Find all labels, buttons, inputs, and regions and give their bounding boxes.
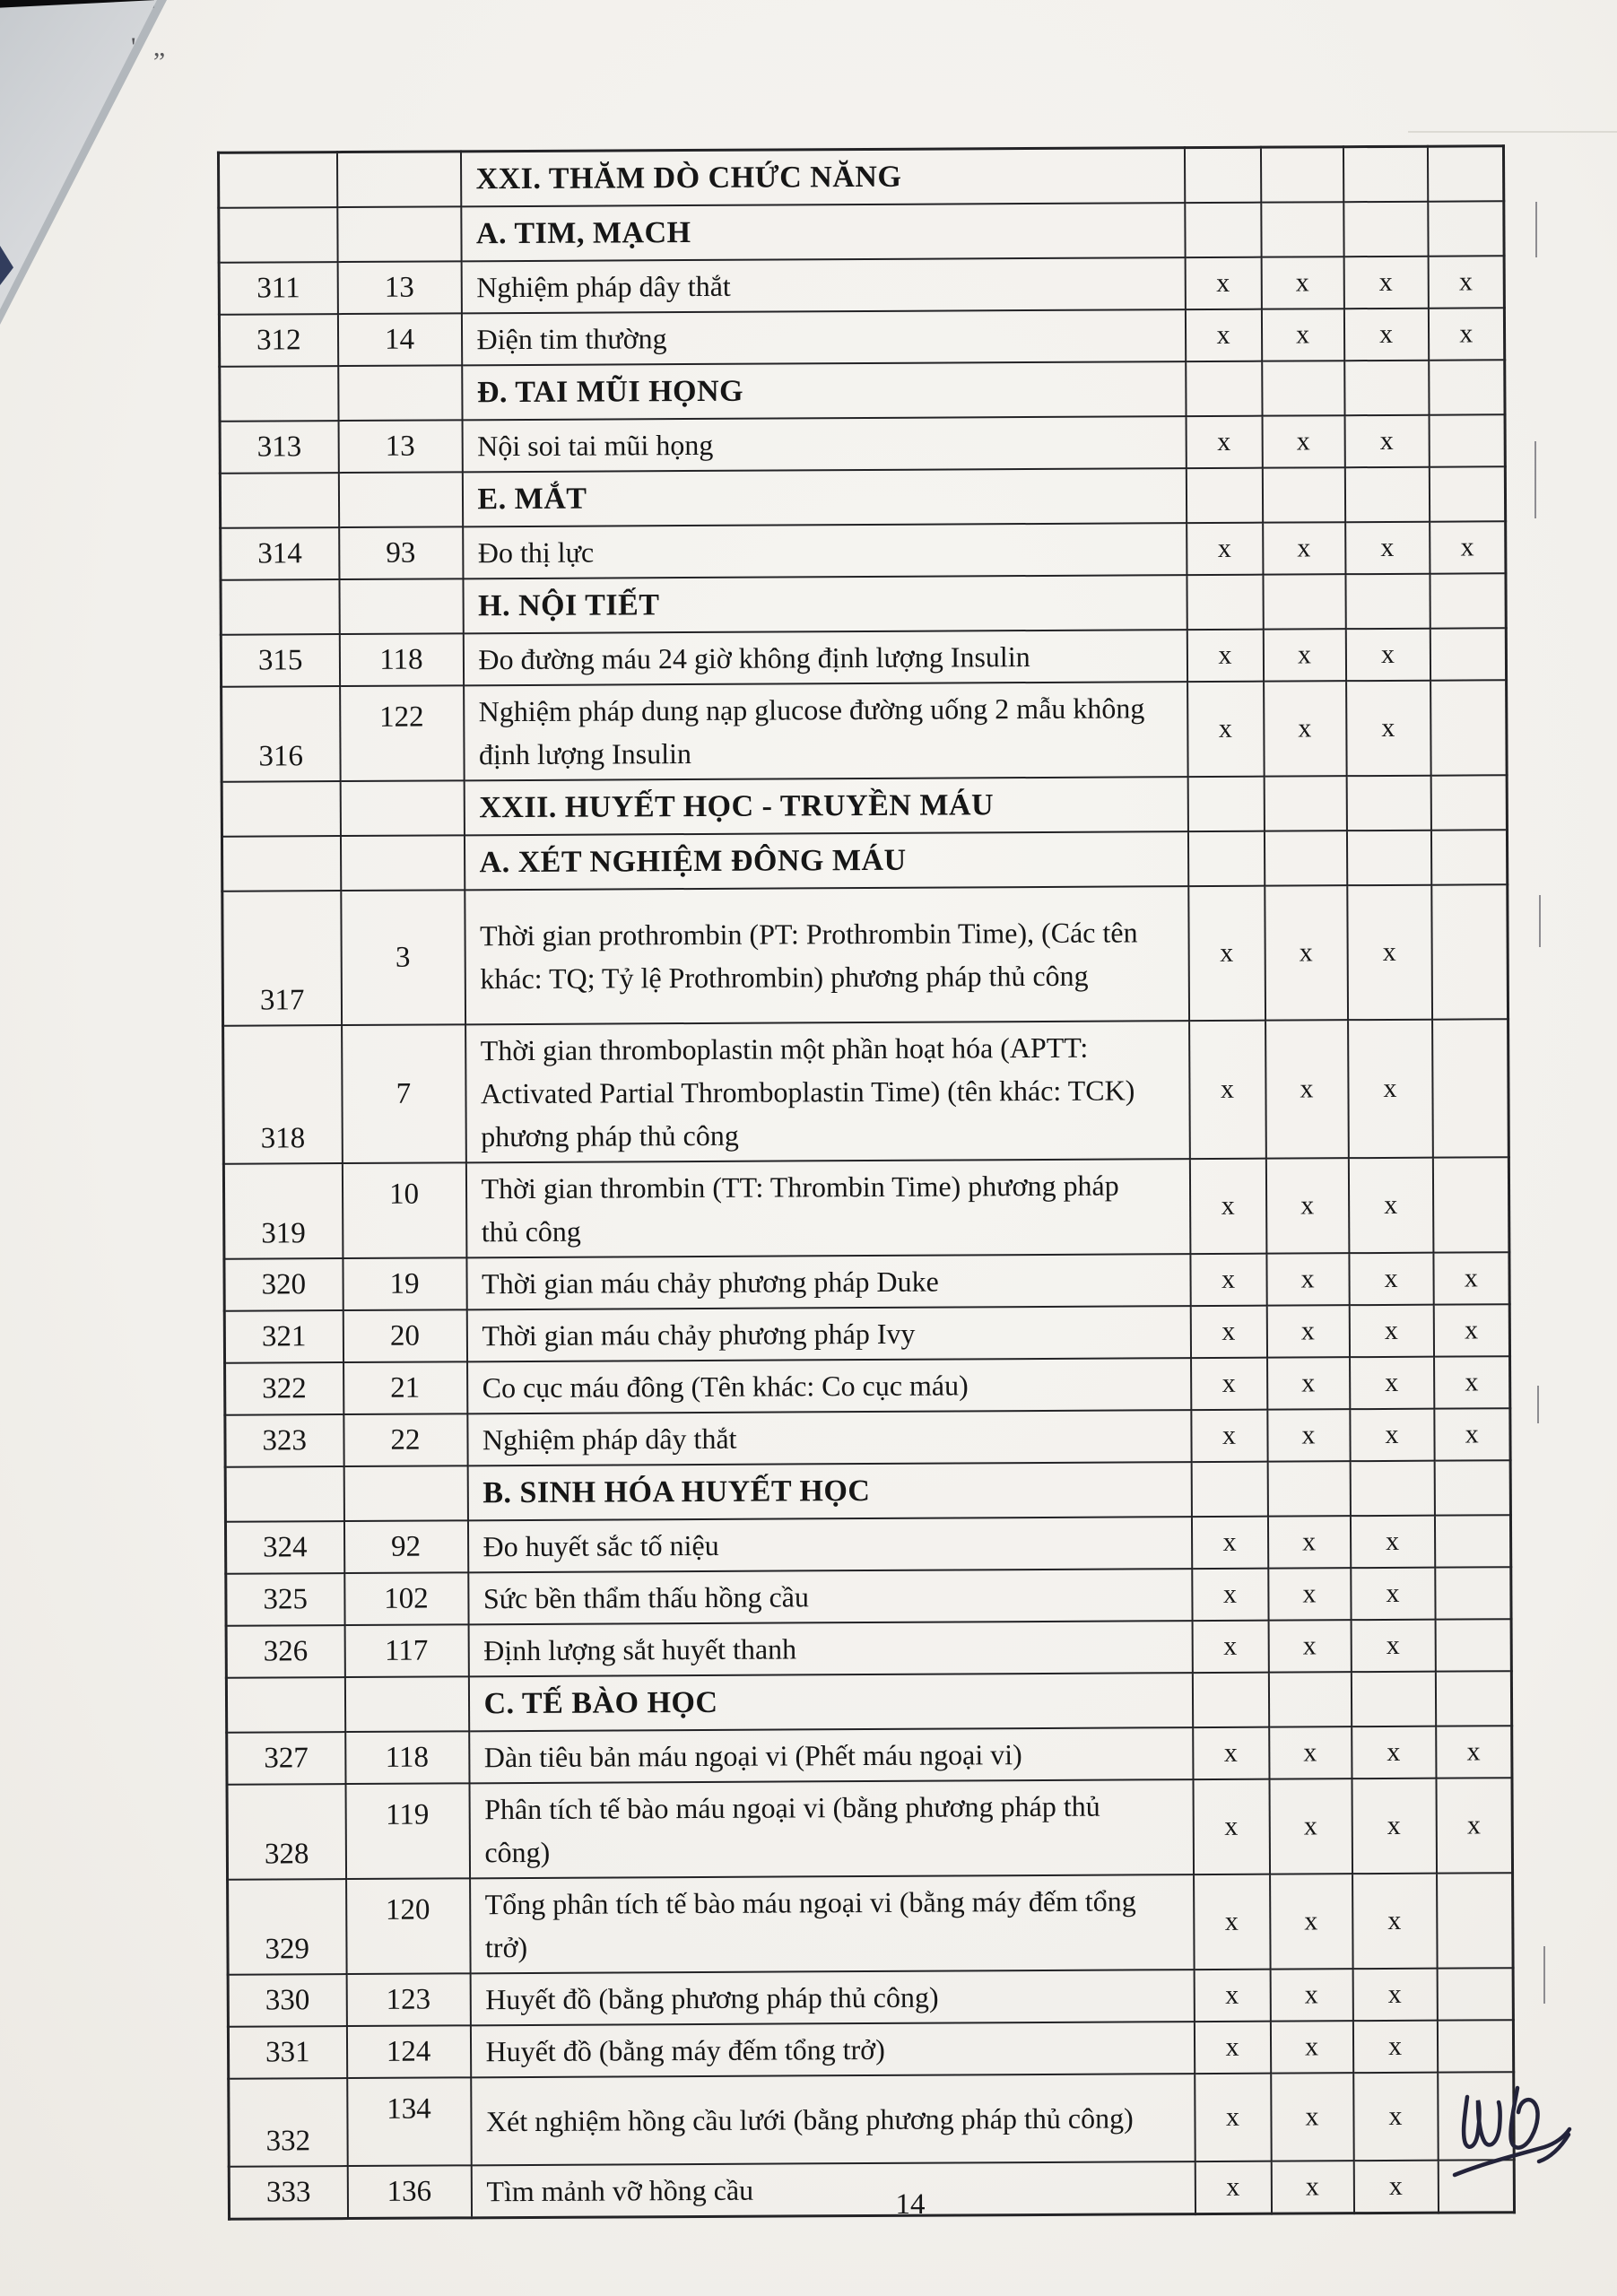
x-mark-cell xyxy=(1191,1462,1267,1517)
section-label-cell: E. MẮT xyxy=(462,468,1186,526)
x-mark-cell: x xyxy=(1436,1778,1513,1873)
service-row xyxy=(226,1619,1511,1678)
code-cell xyxy=(340,780,464,836)
scan-artifact-dash xyxy=(1537,1386,1539,1423)
x-mark-cell xyxy=(1345,574,1430,629)
service-row xyxy=(224,1304,1509,1363)
stt-cell: 332 xyxy=(229,2078,348,2167)
x-mark-cell xyxy=(1344,361,1429,415)
x-mark-cell: x xyxy=(1265,1158,1349,1253)
x-mark-cell xyxy=(1427,146,1503,202)
service-row xyxy=(222,680,1508,782)
x-mark-cell xyxy=(1262,467,1344,522)
x-mark-cell xyxy=(1260,147,1343,203)
stt-cell: 312 xyxy=(219,314,337,367)
x-mark-cell: x xyxy=(1433,1252,1509,1304)
service-row xyxy=(225,1356,1510,1415)
x-mark-cell: x xyxy=(1193,1727,1269,1779)
stt-cell: 326 xyxy=(226,1625,344,1678)
stt-cell: 321 xyxy=(224,1310,343,1363)
code-cell: 13 xyxy=(338,420,462,473)
service-name-cell: Dàn tiêu bản máu ngoại vi (Phết máu ngoại vi) xyxy=(469,1727,1193,1783)
x-mark-cell: x xyxy=(1350,1357,1434,1409)
x-mark-cell: x xyxy=(1185,257,1261,309)
code-cell: 118 xyxy=(339,633,463,686)
x-mark-cell: x xyxy=(1348,1158,1433,1253)
service-row xyxy=(228,1968,1513,2027)
page-number: 14 xyxy=(895,2188,926,2221)
service-row xyxy=(219,308,1504,367)
x-mark-cell: x xyxy=(1352,2021,1437,2073)
x-mark-cell: x xyxy=(1270,1969,1352,2021)
x-mark-cell: x xyxy=(1270,1874,1353,1969)
x-mark-cell xyxy=(1351,1672,1435,1726)
x-mark-cell xyxy=(1429,360,1505,414)
service-row xyxy=(224,1252,1509,1311)
x-mark-cell: x xyxy=(1194,2022,1270,2074)
x-mark-cell: x xyxy=(1346,681,1431,776)
section-label-cell: H. NỘI TIẾT xyxy=(463,575,1187,633)
x-mark-cell xyxy=(1186,361,1262,416)
x-mark-cell: x xyxy=(1265,1020,1349,1158)
x-mark-cell: x xyxy=(1436,1726,1512,1778)
code-cell: 3 xyxy=(341,890,465,1025)
service-name-cell: Nội soi tai mũi họng xyxy=(462,416,1186,472)
service-name-cell: Điện tim thường xyxy=(461,309,1185,365)
service-row xyxy=(229,2160,1514,2219)
stt-cell xyxy=(221,579,339,635)
stt-cell: 320 xyxy=(224,1258,343,1311)
x-mark-cell xyxy=(1264,831,1346,885)
section-label-cell: XXII. HUYẾT HỌC - TRUYỀN MÁU xyxy=(464,777,1187,835)
code-cell: 14 xyxy=(337,313,461,366)
x-mark-cell: x xyxy=(1192,1621,1268,1673)
code-cell: 119 xyxy=(345,1783,470,1879)
scan-artifact-dash xyxy=(1543,1946,1545,2004)
stt-cell xyxy=(219,207,337,263)
medical-services-table xyxy=(217,144,1516,2220)
x-mark-cell: x xyxy=(1264,681,1347,776)
service-name-cell: Đo huyết sắc tố niệu xyxy=(467,1517,1191,1572)
service-row xyxy=(221,521,1506,580)
scan-speck-marks: ' „ xyxy=(131,32,171,62)
x-mark-cell: x xyxy=(1194,1970,1270,2022)
x-mark-cell: x xyxy=(1189,1021,1266,1159)
service-name-cell: Thời gian thromboplastin một phần hoạt hóa (APTT: Activated Partial Thromboplastin Time) (tên khác: TCK) phương pháp thủ công xyxy=(465,1021,1190,1162)
x-mark-cell: x xyxy=(1188,886,1265,1021)
code-cell xyxy=(343,1465,467,1521)
stt-cell xyxy=(225,1466,343,1522)
x-mark-cell xyxy=(1343,202,1428,257)
x-mark-cell xyxy=(1435,1671,1511,1726)
code-cell: 20 xyxy=(343,1309,466,1362)
x-mark-cell: x xyxy=(1350,1516,1434,1568)
x-mark-cell: x xyxy=(1194,1874,1271,1970)
service-row xyxy=(223,1019,1509,1164)
code-cell: 22 xyxy=(343,1413,467,1466)
service-row xyxy=(225,1408,1510,1467)
x-mark-cell xyxy=(1187,575,1263,630)
x-mark-cell: x xyxy=(1267,1516,1350,1568)
stt-cell: 316 xyxy=(222,686,341,782)
section-row xyxy=(219,201,1504,263)
x-mark-cell: x xyxy=(1349,1253,1433,1305)
section-row xyxy=(225,1460,1510,1522)
x-mark-cell: x xyxy=(1430,521,1506,573)
x-mark-cell: x xyxy=(1190,1306,1266,1358)
service-name-cell: Định lượng sắt huyết thanh xyxy=(468,1621,1192,1676)
stt-cell: 317 xyxy=(222,891,342,1026)
x-mark-cell xyxy=(1434,1460,1510,1515)
section-row xyxy=(222,830,1507,891)
x-mark-cell: x xyxy=(1353,2073,1439,2161)
section-row xyxy=(218,146,1503,208)
x-mark-cell: x xyxy=(1434,1408,1510,1460)
x-mark-cell: x xyxy=(1189,1159,1266,1254)
stt-cell xyxy=(222,836,340,891)
section-row xyxy=(220,466,1505,528)
x-mark-cell xyxy=(1431,884,1508,1019)
x-mark-cell: x xyxy=(1187,682,1265,777)
x-mark-cell: x xyxy=(1349,1305,1433,1357)
x-mark-cell: x xyxy=(1344,415,1429,467)
x-mark-cell: x xyxy=(1187,630,1263,682)
x-mark-cell: x xyxy=(1353,2161,1438,2213)
service-row xyxy=(227,1778,1513,1880)
x-mark-cell xyxy=(1437,1873,1514,1968)
code-cell: 118 xyxy=(345,1731,469,1784)
x-mark-cell xyxy=(1437,1968,1513,2020)
stt-cell: 323 xyxy=(225,1414,343,1467)
x-mark-cell: x xyxy=(1434,1356,1510,1408)
stt-cell: 311 xyxy=(219,262,337,315)
service-name-cell: Co cục máu đông (Tên khác: Co cục máu) xyxy=(467,1358,1191,1413)
scan-artifact-dash xyxy=(1535,202,1537,257)
code-cell: 120 xyxy=(346,1878,471,1974)
x-mark-cell: x xyxy=(1191,1410,1267,1462)
x-mark-cell: x xyxy=(1350,1409,1434,1461)
x-mark-cell: x xyxy=(1428,308,1504,360)
x-mark-cell: x xyxy=(1265,885,1348,1020)
x-mark-cell: x xyxy=(1271,2161,1353,2213)
x-mark-cell: x xyxy=(1352,1726,1436,1779)
stt-cell: 322 xyxy=(225,1362,343,1415)
service-name-cell: Tổng phân tích tế bào máu ngoại vi (bằng máy đếm tổng trở) xyxy=(470,1874,1195,1973)
x-mark-cell xyxy=(1428,201,1504,256)
service-name-cell: Huyết đồ (bằng máy đếm tổng trở) xyxy=(470,2022,1194,2077)
section-label-cell: C. TẾ BÀO HỌC xyxy=(468,1673,1192,1731)
x-mark-cell xyxy=(1264,776,1346,831)
x-mark-cell xyxy=(1430,680,1508,775)
section-label-cell: B. SINH HÓA HUYẾT HỌC xyxy=(467,1462,1191,1520)
x-mark-cell: x xyxy=(1428,256,1504,308)
x-mark-cell: x xyxy=(1195,2161,1271,2214)
section-label-cell: XXI. THĂM DÒ CHỨC NĂNG xyxy=(460,148,1184,207)
stt-cell xyxy=(222,781,340,837)
code-cell: 102 xyxy=(344,1572,468,1625)
code-cell: 123 xyxy=(346,1973,470,2026)
x-mark-cell xyxy=(1185,203,1261,257)
code-cell xyxy=(340,835,464,891)
code-cell xyxy=(344,1676,468,1732)
stt-cell: 333 xyxy=(229,2166,347,2219)
x-mark-cell xyxy=(1267,1461,1350,1516)
service-name-cell: Phân tích tế bào máu ngoại vi (bằng phương pháp thủ công) xyxy=(469,1779,1194,1878)
section-label-cell: A. XÉT NGHIỆM ĐÔNG MÁU xyxy=(464,831,1187,890)
x-mark-cell: x xyxy=(1266,1253,1349,1305)
service-row xyxy=(226,1567,1511,1626)
table-body xyxy=(218,146,1514,2219)
stt-cell: 313 xyxy=(220,421,338,474)
x-mark-cell: x xyxy=(1192,1569,1268,1621)
service-name-cell: Sức bền thẩm thấu hồng cầu xyxy=(468,1569,1192,1624)
x-mark-cell: x xyxy=(1269,1726,1352,1779)
code-cell: 7 xyxy=(342,1024,466,1163)
x-mark-cell: x xyxy=(1352,1779,1437,1874)
service-name-cell: Đo thị lực xyxy=(463,523,1187,578)
code-cell: 10 xyxy=(342,1162,466,1258)
stt-cell: 329 xyxy=(228,1879,347,1975)
service-row xyxy=(228,2020,1513,2079)
stt-cell xyxy=(220,473,338,528)
code-cell: 124 xyxy=(346,2025,470,2078)
service-row xyxy=(225,1515,1510,1574)
service-name-cell: Xét nghiệm hồng cầu lưới (bằng phương pháp thủ công) xyxy=(471,2074,1195,2165)
x-mark-cell: x xyxy=(1190,1254,1266,1306)
x-mark-cell: x xyxy=(1185,309,1261,361)
x-mark-cell: x xyxy=(1261,309,1343,361)
x-mark-cell: x xyxy=(1266,1305,1349,1357)
x-mark-cell xyxy=(1430,775,1507,830)
stt-cell: 318 xyxy=(223,1025,343,1164)
x-mark-cell xyxy=(1187,831,1264,886)
x-mark-cell: x xyxy=(1433,1304,1509,1356)
x-mark-cell xyxy=(1437,2020,1513,2072)
scan-artifact-dash xyxy=(1534,441,1536,518)
handwritten-signature xyxy=(1446,2083,1585,2188)
stt-cell: 314 xyxy=(221,527,339,580)
x-mark-cell: x xyxy=(1351,1620,1435,1672)
code-cell xyxy=(338,365,462,421)
stt-cell: 315 xyxy=(221,634,339,687)
service-name-cell: Đo đường máu 24 giờ không định lượng Insulin xyxy=(463,630,1187,685)
stt-cell: 319 xyxy=(223,1163,343,1259)
x-mark-cell: x xyxy=(1195,2074,1272,2161)
scan-artifact-dash xyxy=(1539,895,1541,947)
section-label-cell: A. TIM, MẠCH xyxy=(461,203,1185,261)
x-mark-cell: x xyxy=(1343,257,1428,309)
x-mark-cell xyxy=(1430,573,1506,628)
stt-cell: 328 xyxy=(227,1784,346,1880)
x-mark-cell xyxy=(1429,414,1505,466)
x-mark-cell: x xyxy=(1268,1620,1351,1672)
stt-cell: 330 xyxy=(228,1974,346,2027)
x-mark-cell: x xyxy=(1352,1969,1437,2021)
x-mark-cell: x xyxy=(1347,885,1432,1020)
section-row xyxy=(221,573,1506,635)
service-row xyxy=(223,1157,1509,1259)
code-cell: 122 xyxy=(340,685,465,781)
service-row xyxy=(219,256,1504,315)
x-mark-cell: x xyxy=(1345,522,1430,574)
x-mark-cell xyxy=(1192,1673,1268,1727)
code-cell: 92 xyxy=(343,1520,467,1573)
x-mark-cell xyxy=(1184,147,1260,203)
service-row xyxy=(228,1873,1514,1975)
x-mark-cell: x xyxy=(1187,523,1263,575)
x-mark-cell xyxy=(1346,831,1430,885)
x-mark-cell xyxy=(1429,466,1505,521)
service-row xyxy=(220,414,1505,474)
x-mark-cell: x xyxy=(1348,1020,1433,1158)
x-mark-cell xyxy=(1262,361,1344,415)
stt-cell: 331 xyxy=(228,2026,346,2079)
x-mark-cell xyxy=(1346,776,1430,831)
code-cell xyxy=(337,206,461,262)
code-cell: 19 xyxy=(343,1257,466,1310)
x-mark-cell xyxy=(1350,1461,1434,1516)
x-mark-cell: x xyxy=(1343,309,1428,361)
code-cell xyxy=(339,578,463,634)
stt-cell xyxy=(220,366,338,422)
service-name-cell: Tìm mảnh vỡ hồng cầu xyxy=(471,2161,1195,2218)
service-name-cell: Nghiệm pháp dây thắt xyxy=(461,257,1185,313)
x-mark-cell xyxy=(1430,830,1507,884)
code-cell: 117 xyxy=(344,1624,468,1677)
section-row xyxy=(220,360,1505,422)
x-mark-cell: x xyxy=(1262,415,1344,467)
x-mark-cell xyxy=(1434,1515,1510,1567)
service-name-cell: Nghiệm pháp dây thắt xyxy=(467,1410,1191,1465)
x-mark-cell: x xyxy=(1267,1357,1350,1409)
x-mark-cell xyxy=(1261,202,1343,257)
x-mark-cell xyxy=(1432,1019,1509,1157)
x-mark-cell: x xyxy=(1268,1568,1351,1620)
stt-cell xyxy=(226,1677,344,1733)
x-mark-cell xyxy=(1263,574,1345,629)
x-mark-cell xyxy=(1344,467,1429,522)
stt-cell: 327 xyxy=(227,1732,345,1785)
code-cell xyxy=(338,472,462,527)
stt-cell: 325 xyxy=(226,1573,344,1626)
x-mark-cell: x xyxy=(1186,416,1262,468)
x-mark-cell: x xyxy=(1271,2073,1354,2161)
x-mark-cell xyxy=(1435,1567,1511,1619)
code-cell: 21 xyxy=(343,1361,467,1414)
service-row xyxy=(229,2072,1514,2167)
x-mark-cell: x xyxy=(1267,1409,1350,1461)
service-name-cell: Thời gian prothrombin (PT: Prothrombin Time), (Các tên khác: TQ; Tỷ lệ Prothrombin) phương pháp thủ công xyxy=(465,886,1189,1024)
code-cell: 13 xyxy=(337,261,461,314)
x-mark-cell: x xyxy=(1351,1568,1435,1620)
service-name-cell: Huyết đồ (bằng phương pháp thủ công) xyxy=(470,1970,1194,2025)
x-mark-cell: x xyxy=(1191,1358,1267,1410)
x-mark-cell: x xyxy=(1270,2021,1352,2073)
x-mark-cell: x xyxy=(1261,257,1343,309)
x-mark-cell: x xyxy=(1269,1779,1352,1874)
x-mark-cell: x xyxy=(1191,1517,1267,1569)
x-mark-cell xyxy=(1343,146,1427,202)
x-mark-cell xyxy=(1187,777,1264,831)
scan-artifact-line xyxy=(1408,131,1617,133)
section-row xyxy=(226,1671,1511,1733)
code-cell xyxy=(336,152,460,207)
code-cell: 134 xyxy=(347,2077,472,2166)
service-name-cell: Thời gian máu chảy phương pháp Duke xyxy=(466,1254,1190,1309)
section-label-cell: Đ. TAI MŨI HỌNG xyxy=(462,361,1186,420)
x-mark-cell xyxy=(1430,628,1506,680)
service-name-cell: Nghiệm pháp dung nạp glucose đường uống 2 mẫu không định lượng Insulin xyxy=(464,682,1188,780)
x-mark-cell: x xyxy=(1263,522,1345,574)
service-row xyxy=(227,1726,1512,1785)
x-mark-cell xyxy=(1268,1672,1351,1726)
x-mark-cell: x xyxy=(1352,1874,1438,1969)
service-row xyxy=(222,884,1508,1026)
stt-cell xyxy=(218,152,336,208)
stt-cell: 324 xyxy=(225,1521,343,1574)
service-name-cell: Thời gian máu chảy phương pháp Ivy xyxy=(466,1306,1190,1361)
service-name-cell: Thời gian thrombin (TT: Thrombin Time) phương pháp thủ công xyxy=(465,1159,1190,1257)
code-cell: 93 xyxy=(339,526,463,579)
code-cell: 136 xyxy=(347,2165,471,2218)
x-mark-cell xyxy=(1435,1619,1511,1671)
x-mark-cell: x xyxy=(1193,1779,1270,1874)
service-row xyxy=(221,628,1506,687)
x-mark-cell xyxy=(1432,1157,1509,1252)
x-mark-cell xyxy=(1186,468,1262,523)
x-mark-cell: x xyxy=(1345,629,1430,681)
section-row xyxy=(222,775,1507,837)
x-mark-cell: x xyxy=(1263,629,1345,681)
